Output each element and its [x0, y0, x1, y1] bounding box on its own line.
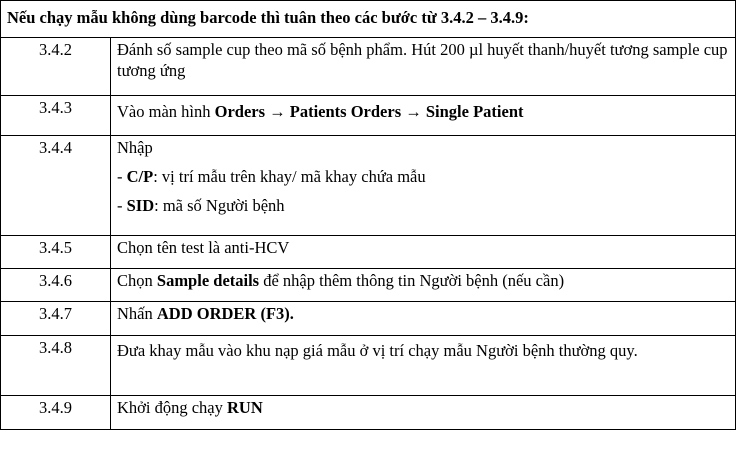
cp-text: : vị trí mẫu trên khay/ mã khay chứa mẫu	[153, 167, 426, 186]
step-text	[111, 96, 736, 136]
step-number: 3.4.7	[1, 302, 111, 336]
table-header-row	[1, 1, 736, 38]
cp-line: - C/P: vị trí mẫu trên khay/ mã khay chứa mẫu	[117, 167, 426, 186]
step-text: Đưa khay mẫu vào khu nạp giá mẫu ở vị trí chạy mẫu Người bệnh thường quy.	[111, 336, 736, 396]
run-label: RUN	[227, 398, 263, 417]
cp-label: C/P	[126, 167, 154, 186]
step-text: Chọn tên test là anti-HCV	[111, 236, 736, 269]
table-row	[1, 236, 736, 269]
table-row	[1, 302, 736, 336]
step-number: 3.4.8	[1, 336, 111, 396]
sid-line: - SID: mã số Người bệnh	[117, 196, 285, 215]
step-number: 3.4.4	[1, 136, 111, 236]
step-text	[111, 396, 736, 430]
table-header: Nếu chạy mẫu không dùng barcode thì tuân theo các bước từ 3.4.2 – 3.4.9:	[1, 1, 736, 38]
step-number: 3.4.2	[1, 38, 111, 96]
step-text-suffix: để nhập thêm thông tin Người bệnh (nếu cần)	[259, 271, 565, 290]
step-number: 3.4.6	[1, 269, 111, 302]
sid-label: SID	[126, 196, 155, 215]
step-text-prefix: Vào màn hình	[117, 102, 215, 121]
sid-text: : mã số Người bệnh	[154, 196, 285, 215]
menu-path: Orders → Patients Orders → Single Patient	[214, 102, 524, 121]
step-number: 3.4.5	[1, 236, 111, 269]
step-text	[111, 136, 736, 236]
table-row	[1, 336, 736, 396]
step-text-prefix: Chọn	[117, 271, 157, 290]
step-number: 3.4.3	[1, 96, 111, 136]
table-row	[1, 96, 736, 136]
table-row	[1, 269, 736, 302]
step-intro: Nhập	[117, 138, 153, 157]
step-text: Đánh số sample cup theo mã số bệnh phẩm. Hút 200 µl huyết thanh/huyết tương sample cup tương ứng	[111, 38, 736, 96]
table-row	[1, 38, 736, 96]
step-text	[111, 302, 736, 336]
add-order-label: ADD ORDER (F3).	[156, 304, 294, 323]
table-row	[1, 396, 736, 430]
step-text-prefix: Khởi động chạy	[117, 398, 227, 417]
sample-details-label: Sample details	[156, 271, 260, 290]
table-row	[1, 136, 736, 236]
step-text-prefix: Nhấn	[117, 304, 157, 323]
step-text	[111, 269, 736, 302]
step-number: 3.4.9	[1, 396, 111, 430]
